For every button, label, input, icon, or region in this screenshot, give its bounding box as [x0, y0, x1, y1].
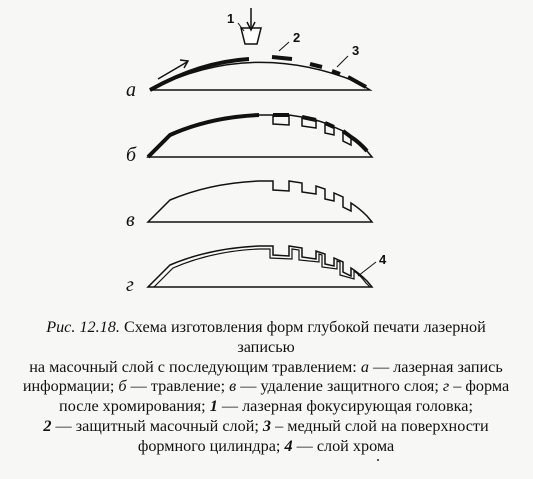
- stage-d-chrome-layer: [154, 249, 370, 287]
- caption-line: [16, 377, 516, 397]
- stage-a-mask-layer-right: [272, 57, 292, 59]
- stage-b-mask-segment: [302, 117, 316, 120]
- caption-text: – форма: [449, 377, 510, 396]
- stage-c-letter: в: [126, 209, 135, 231]
- caption-line: [16, 397, 516, 417]
- stage-d-cylinder-outline: [148, 246, 372, 287]
- caption-stage-ref: в: [229, 377, 237, 396]
- stage-a-letter: а: [126, 79, 136, 101]
- stage-d: [126, 246, 387, 296]
- caption-callout-ref: 3: [262, 416, 272, 435]
- caption-text: — слой хрома: [292, 436, 395, 455]
- stage-a: [126, 8, 370, 101]
- caption-callout-ref: 1: [209, 397, 218, 416]
- stage-b-mask-layer: [148, 115, 259, 157]
- figure-number: Рис. 12.18.: [46, 318, 120, 336]
- figure-caption: [16, 318, 516, 457]
- callout-4-leader: [358, 262, 376, 276]
- stage-b: [126, 115, 372, 166]
- stage-b-mask-segment: [343, 131, 367, 151]
- stage-a-mask-segment: [348, 77, 366, 87]
- caption-text: на масочный слой с последующим травлением:: [29, 357, 361, 376]
- caption-text: — лазерная фокусирующая головка;: [217, 397, 473, 416]
- stage-a-mask-segment: [310, 64, 322, 67]
- caption-line: [16, 417, 516, 437]
- caption-text: Схема изготовления форм глубокой печати лазерной записью: [119, 318, 486, 356]
- caption-text: — защитный масочный слой;: [51, 416, 263, 435]
- caption-line: [16, 437, 516, 457]
- callout-4-label: 4: [379, 252, 387, 267]
- stage-c: [126, 181, 372, 231]
- caption-text: — лазерная запись: [368, 357, 503, 376]
- stage-d-letter: г: [126, 274, 134, 296]
- stage-b-cylinder-outline: [148, 115, 372, 157]
- callout-1-label: 1: [227, 11, 235, 26]
- caption-stage-ref: а: [360, 357, 369, 376]
- scan-speck: [377, 459, 379, 461]
- caption-text: — травление;: [126, 377, 230, 396]
- stage-c-cylinder-outline: [148, 181, 372, 222]
- caption-text: — удаление защитного слоя;: [236, 377, 443, 396]
- caption-callout-ref: 4: [284, 436, 293, 455]
- caption-text: формного цилиндра;: [137, 436, 285, 455]
- callout-3-leader: [337, 56, 348, 67]
- caption-line: [16, 318, 516, 358]
- caption-line: [16, 358, 516, 378]
- caption-callout-ref: 2: [43, 416, 52, 435]
- callout-3-label: 3: [352, 43, 360, 58]
- caption-text: информации;: [22, 377, 119, 396]
- callout-2-leader: [279, 42, 289, 51]
- caption-text: – медный слой на поверхности: [271, 416, 489, 435]
- stage-a-mask-segment: [332, 71, 340, 74]
- stage-b-letter: б: [126, 144, 137, 166]
- stage-b-mask-segment: [325, 123, 334, 127]
- callout-2-label: 2: [293, 30, 301, 45]
- caption-stage-ref: г: [442, 377, 450, 396]
- caption-text: после хромирования;: [59, 397, 210, 416]
- caption-stage-ref: б: [118, 377, 127, 396]
